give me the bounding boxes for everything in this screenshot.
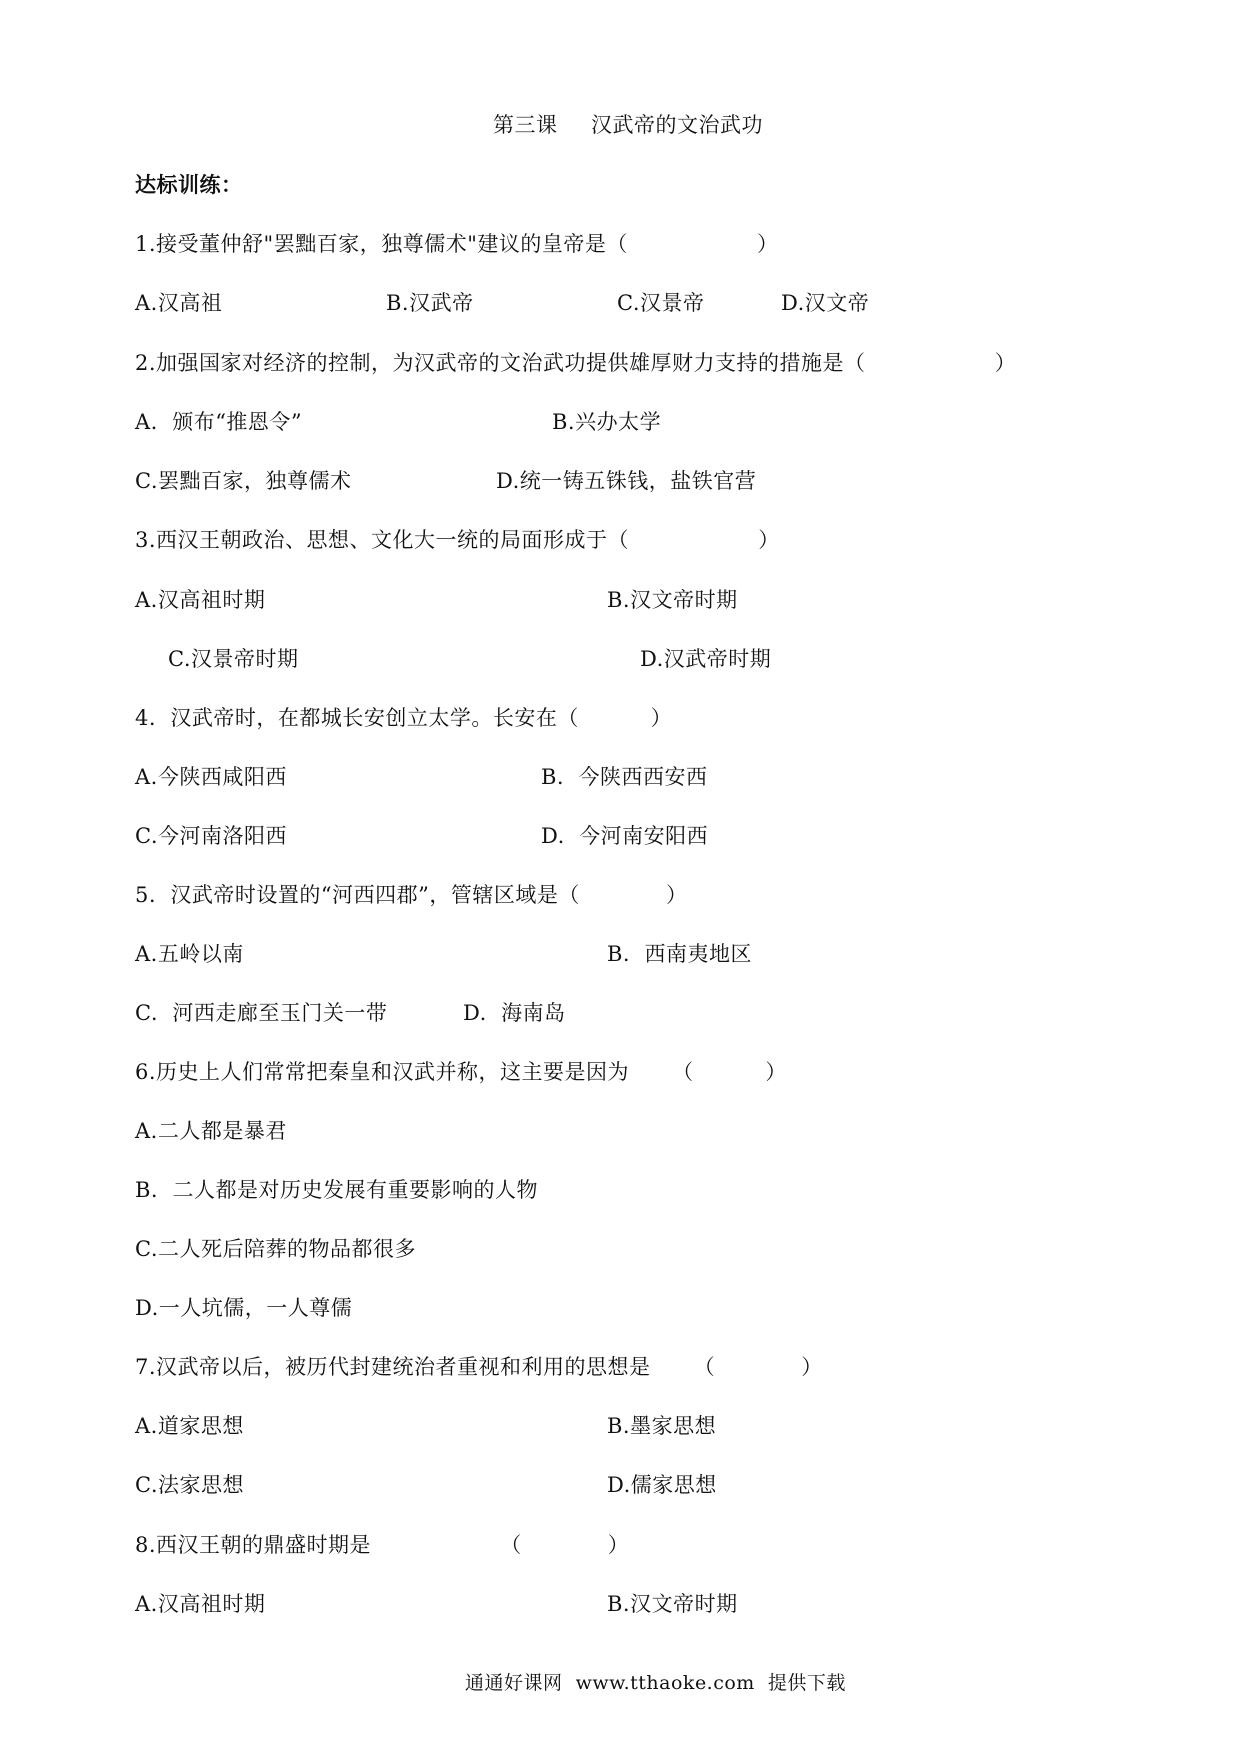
question-1-option-a: A.汉高祖 <box>135 291 223 315</box>
page-footer: 通通好课网 www.tthaoke.com 提供下载 <box>465 1672 846 1694</box>
question-2-option-c: C.罢黜百家，独尊儒术 <box>135 469 352 493</box>
question-7-option-c: C.法家思想 <box>135 1473 244 1497</box>
lesson-title: 汉武帝的文治武功 <box>591 113 763 137</box>
question-6-stem: 6.历史上人们常常把秦皇和汉武并称，这主要是因为 （ ） <box>135 1060 787 1084</box>
question-4-option-c: C.今河南洛阳西 <box>135 824 287 848</box>
question-2-option-d: D.统一铸五铢钱，盐铁官营 <box>496 469 757 493</box>
question-5-option-c: C. 河西走廊至玉门关一带 <box>135 1001 388 1025</box>
question-6-option-d: D.一人坑儒，一人尊儒 <box>135 1296 353 1320</box>
question-4-option-a: A.今陕西咸阳西 <box>135 765 287 789</box>
question-8-stem: 8.西汉王朝的鼎盛时期是 （ ） <box>135 1533 630 1557</box>
question-2-stem: 2.加强国家对经济的控制，为汉武帝的文治武功提供雄厚财力支持的措施是（ ） <box>135 351 1017 375</box>
question-5-option-d: D. 海南岛 <box>463 1001 566 1025</box>
question-2-option-b: B.兴办太学 <box>552 410 662 434</box>
question-8-option-a: A.汉高祖时期 <box>135 1592 266 1616</box>
question-7-stem: 7.汉武帝以后，被历代封建统治者重视和利用的思想是 （ ） <box>135 1355 823 1379</box>
question-5-stem: 5. 汉武帝时设置的“河西四郡”，管辖区域是（ ） <box>135 883 688 907</box>
question-8-option-b: B.汉文帝时期 <box>607 1592 738 1616</box>
question-6-option-a: A.二人都是暴君 <box>135 1119 287 1143</box>
question-6-option-c: C.二人死后陪葬的物品都很多 <box>135 1237 416 1261</box>
question-5-option-a: A.五岭以南 <box>135 942 244 966</box>
question-1-option-c: C.汉景帝 <box>617 291 705 315</box>
lesson-number: 第三课 <box>493 113 558 137</box>
question-3-option-b: B.汉文帝时期 <box>607 588 738 612</box>
question-1-stem: 1.接受董仲舒"罢黜百家，独尊儒术"建议的皇帝是（ ） <box>135 232 779 256</box>
question-3-option-a: A.汉高祖时期 <box>135 588 266 612</box>
question-3-option-c: C.汉景帝时期 <box>168 647 299 671</box>
question-4-option-d: D. 今河南安阳西 <box>541 824 709 848</box>
question-2-option-a: A. 颁布“推恩令” <box>135 410 303 434</box>
question-7-option-d: D.儒家思想 <box>607 1473 717 1497</box>
question-3-stem: 3.西汉王朝政治、思想、文化大一统的局面形成于（ ） <box>135 528 780 552</box>
question-4-stem: 4. 汉武帝时，在都城长安创立太学。长安在（ ） <box>135 706 673 730</box>
question-1-option-d: D.汉文帝 <box>781 291 870 315</box>
question-5-option-b: B. 西南夷地区 <box>607 942 752 966</box>
question-1-option-b: B.汉武帝 <box>386 291 474 315</box>
section-heading: 达标训练： <box>135 172 243 197</box>
question-7-option-b: B.墨家思想 <box>607 1414 717 1438</box>
question-3-option-d: D.汉武帝时期 <box>640 647 772 671</box>
question-6-option-b: B. 二人都是对历史发展有重要影响的人物 <box>135 1178 538 1202</box>
question-4-option-b: B. 今陕西西安西 <box>541 765 708 789</box>
question-7-option-a: A.道家思想 <box>135 1414 244 1438</box>
